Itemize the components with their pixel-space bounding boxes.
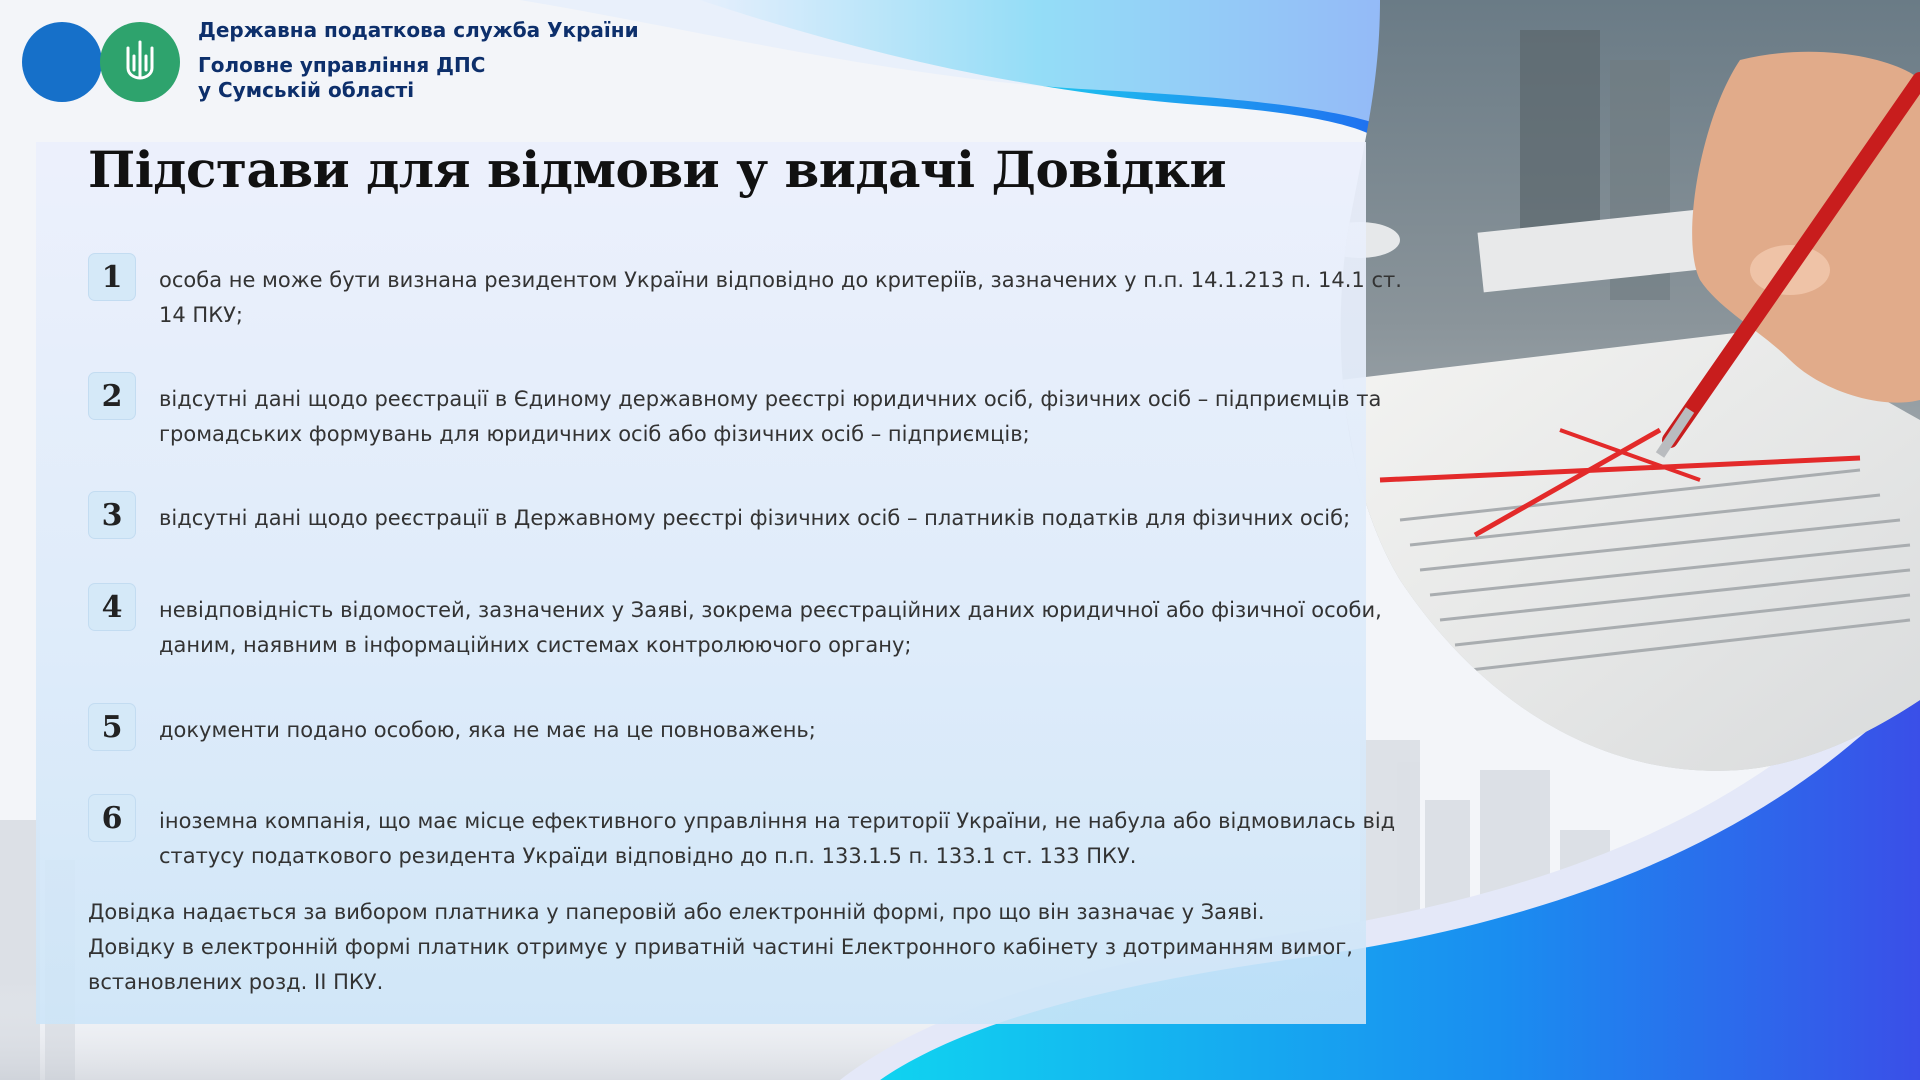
item-text: відсутні дані щодо реєстрації в Єдиному державному реєстрі юридичних осіб, фізичних осіб – підприємців та громадських формувань для юридичних осіб або фізичних осіб – підприємців; bbox=[159, 387, 1382, 446]
org-region: у Сумській області bbox=[198, 78, 415, 102]
item-number-badge: 3 bbox=[88, 491, 136, 539]
org-name: Державна податкова служба України bbox=[198, 18, 639, 42]
page-title: Підстави для відмови у видачі Довідки bbox=[88, 140, 1227, 199]
org-department: Головне управління ДПС bbox=[198, 53, 486, 77]
dps-logo bbox=[22, 22, 102, 102]
item-text: особа не може бути визнана резидентом України відповідно до критеріїв, зазначених у п.п. 14.1.213 п. 14.1 ст. 14 ПКУ; bbox=[159, 268, 1402, 327]
item-number-badge: 1 bbox=[88, 253, 136, 301]
item-text: документи подано особою, яка не має на це повноважень; bbox=[159, 718, 816, 742]
item-number-badge: 4 bbox=[88, 583, 136, 631]
item-text: відсутні дані щодо реєстрації в Державному реєстрі фізичних осіб – платників податків для фізичних осіб; bbox=[159, 506, 1351, 530]
item-number-badge: 2 bbox=[88, 372, 136, 420]
item-number-badge: 6 bbox=[88, 794, 136, 842]
item-number-badge: 5 bbox=[88, 703, 136, 751]
item-text: іноземна компанія, що має місце ефективного управління на території України, не набула або відмовилась від статусу податкового резидента Україди відповідно до п.п. 133.1.5 п. 133.1 ст. 133 ПКУ. bbox=[159, 809, 1396, 868]
footer-note: Довідка надається за вибором платника у паперовій або електронній формі, про що він зазначає у Заяві. Довідку в електронній формі платник отримує у приватній частині Електронного кабінету з дотриманням вимог, встановлених розд. ІІ ПКУ. bbox=[88, 900, 1353, 994]
item-text: невідповідність відомостей, зазначених у Заяві, зокрема реєстраційних даних юридичної або фізичної особи, даним, наявним в інформаційних системах контролюючого органу; bbox=[159, 598, 1382, 657]
org-header bbox=[198, 18, 639, 103]
trident-emblem-icon bbox=[100, 22, 180, 102]
